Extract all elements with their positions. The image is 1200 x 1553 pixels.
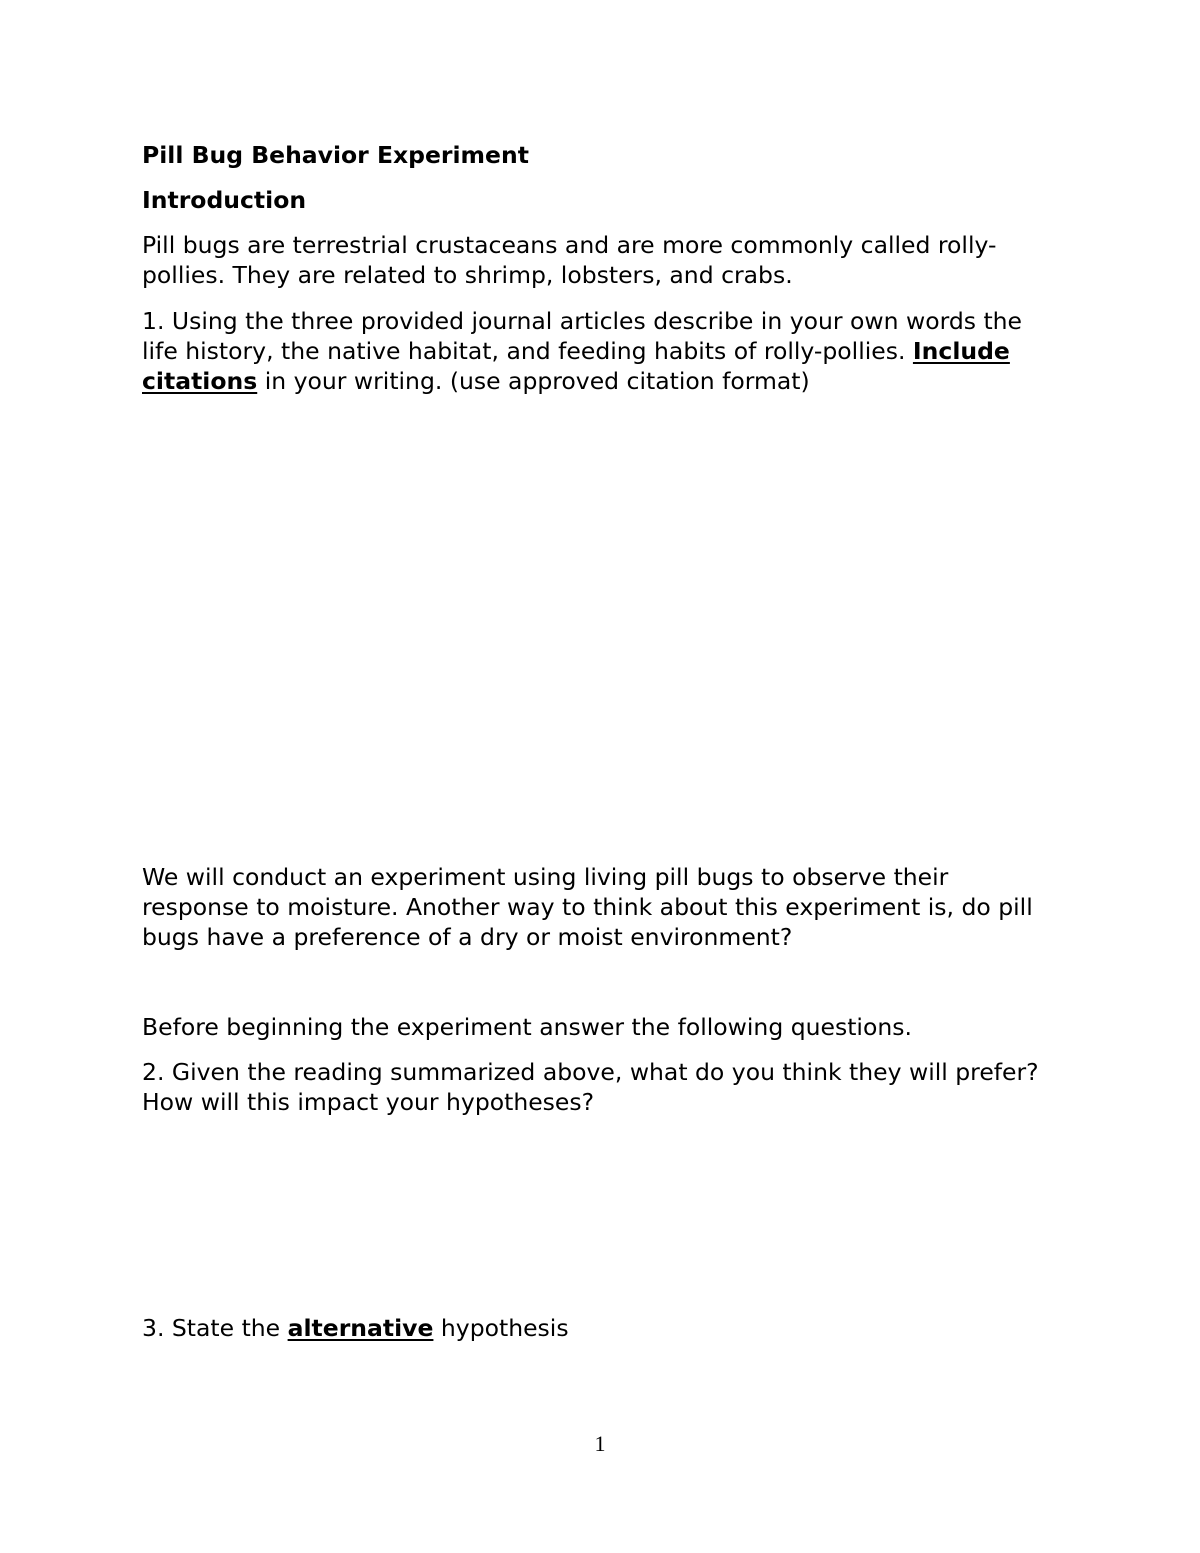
- alternative-emphasis: alternative: [287, 1314, 434, 1342]
- intro-heading: Introduction: [142, 186, 307, 214]
- experiment-line: We will conduct an experiment using living pill bugs to observe their: [142, 863, 949, 891]
- include-emphasis: Include: [912, 337, 1010, 365]
- page-number: 1: [594, 1431, 606, 1456]
- intro-line: pollies. They are related to shrimp, lobsters, and crabs.: [142, 261, 793, 289]
- document-title: Pill Bug Behavior Experiment: [142, 141, 529, 169]
- experiment-line: response to moisture. Another way to think about this experiment is, do pill: [142, 893, 1033, 921]
- question-2-line: 2. Given the reading summarized above, what do you think they will prefer?: [142, 1058, 1039, 1086]
- question-1-line: [142, 336, 1010, 366]
- intro-line: Pill bugs are terrestrial crustaceans and are more commonly called rolly-: [142, 231, 997, 259]
- question-2-line: How will this impact your hypotheses?: [142, 1088, 595, 1116]
- experiment-line: bugs have a preference of a dry or moist environment?: [142, 923, 793, 951]
- question-1-line: [142, 366, 810, 396]
- question-1-line: 1. Using the three provided journal articles describe in your own words the: [142, 307, 1023, 335]
- question-3: [142, 1313, 569, 1343]
- question-3-text: hypothesis: [433, 1314, 569, 1342]
- question-3-text: 3. State the: [142, 1314, 288, 1342]
- before-questions-text: Before beginning the experiment answer the following questions.: [142, 1013, 912, 1041]
- question-1-text: life history, the native habitat, and feeding habits of rolly-pollies.: [142, 337, 913, 365]
- citations-emphasis: citations: [142, 367, 258, 395]
- question-1-text: in your writing. (use approved citation format): [257, 367, 810, 395]
